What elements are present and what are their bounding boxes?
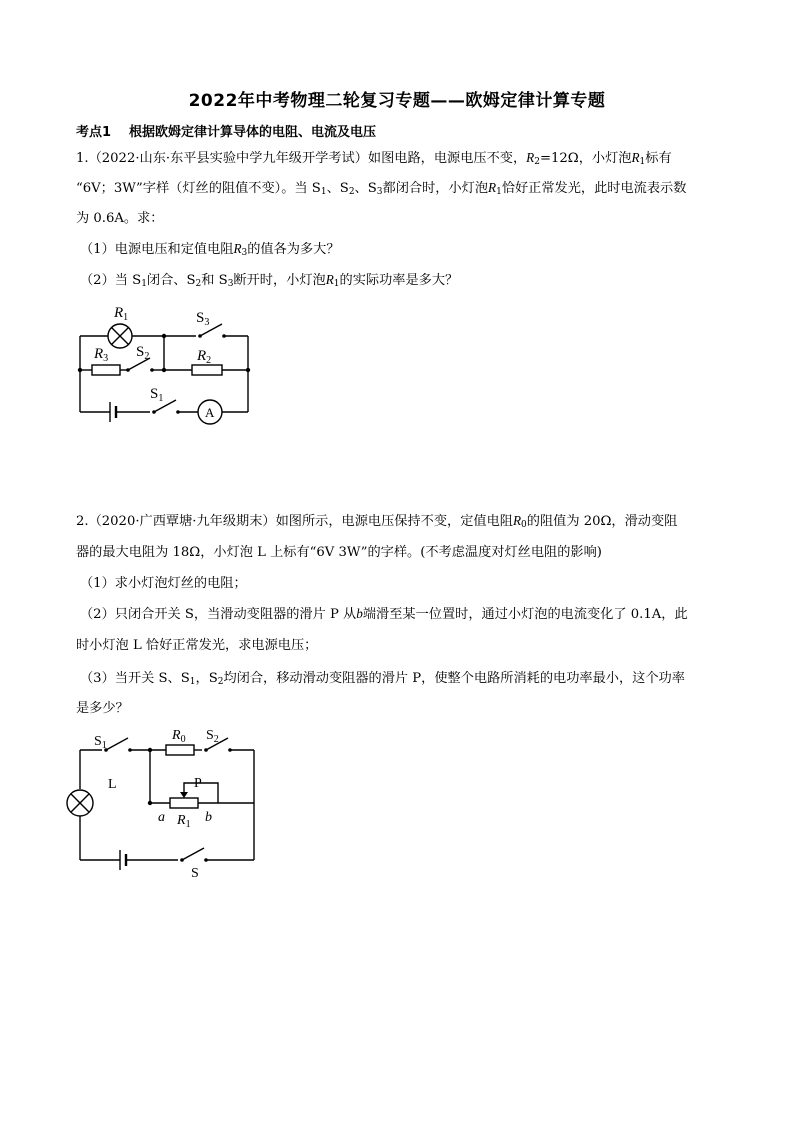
label-r2: $R_2$	[197, 348, 212, 366]
q1-subquestion-1: （1）电源电压和定值电阻$R_3$的值各为多大？	[80, 241, 340, 258]
q2-subquestion-3-cont: 是多少？	[76, 701, 129, 716]
label-r1: $R_1$	[114, 305, 129, 323]
q1-subquestion-2: （2）当 $S_1$闭合、$S_2$和 $S_3$断开时，小灯泡$R_1$的实际功率是多大？	[80, 272, 459, 289]
q2-subquestion-3: （3）当开关 S、$S_1$，$S_2$均闭合，移动滑动变阻器的滑片 P，使整个电路所消耗的电功率最小，这个功率	[80, 671, 685, 687]
label-s1: $S_1$	[150, 386, 164, 404]
circuit-diagram-1	[60, 300, 280, 440]
rheostat-r1-symbol	[170, 798, 198, 808]
switch-s1-blade	[106, 738, 128, 750]
label-a: a	[158, 810, 165, 825]
q1-line-3: 为 0.6A。求：	[76, 211, 164, 226]
section-heading	[76, 121, 376, 140]
q2-line-2: 器的最大电阻为 18Ω，小灯泡 L 上标有“6V 3W”的字样。(不考虑温度对灯丝电阻的影响)	[76, 545, 602, 560]
resistor-r2-symbol	[192, 365, 222, 375]
q2-subquestion-2-cont: 时小灯泡 L 恰好正常发光，求电源电压；	[76, 638, 318, 653]
page-title: 2022年中考物理二轮复习专题——欧姆定律计算专题	[188, 91, 606, 111]
switch-s-blade	[182, 848, 204, 860]
circuit-diagram-2	[66, 725, 276, 885]
q2-subquestion-1: （1）求小灯泡灯丝的电阻；	[80, 576, 247, 591]
q2-subquestion-2: （2）只闭合开关 S，当滑动变阻器的滑片 P 从b端滑至某一位置时，通过小灯泡的电流变化了 0.1A，此	[80, 606, 688, 622]
label-s: S	[191, 866, 199, 881]
label-l: L	[108, 777, 117, 792]
label-b: b	[205, 810, 212, 825]
label-s2: $S_2$	[136, 344, 150, 362]
label-s2: $S_2$	[206, 728, 219, 745]
label-s3: $S_3$	[196, 310, 210, 328]
q1-line-2: “6V；3W”字样（灯丝的阻值不变）。当 $S_1$、$S_2$、$S_3$都闭合时，小灯泡$R_1$恰好正常发光，此时电流表示数	[76, 180, 687, 197]
label-r3: $R_3$	[94, 346, 109, 364]
label-r1: $R_1$	[177, 813, 191, 830]
section-title: 根据欧姆定律计算导体的电阻、电流及电压	[129, 125, 377, 140]
q2-line-1: 2.（2020·广西覃塘·九年级期末）如图所示，电源电压保持不变，定值电阻$R_0$的阻值为 20Ω，滑动变阻	[76, 513, 678, 530]
label-r0: $R_0$	[172, 728, 186, 745]
resistor-r3-symbol	[92, 365, 120, 375]
q1-line-1: 1.（2022·山东·东平县实验中学九年级开学考试）如图电路，电源电压不变，$R_2=12\Omega$，小灯泡$R_1$标有	[76, 150, 672, 167]
label-s1: $S_1$	[94, 734, 107, 751]
label-p: P	[194, 776, 202, 791]
label-ammeter: A	[205, 405, 215, 420]
resistor-r0-symbol	[166, 745, 194, 755]
section-label: 考点1	[76, 125, 112, 140]
